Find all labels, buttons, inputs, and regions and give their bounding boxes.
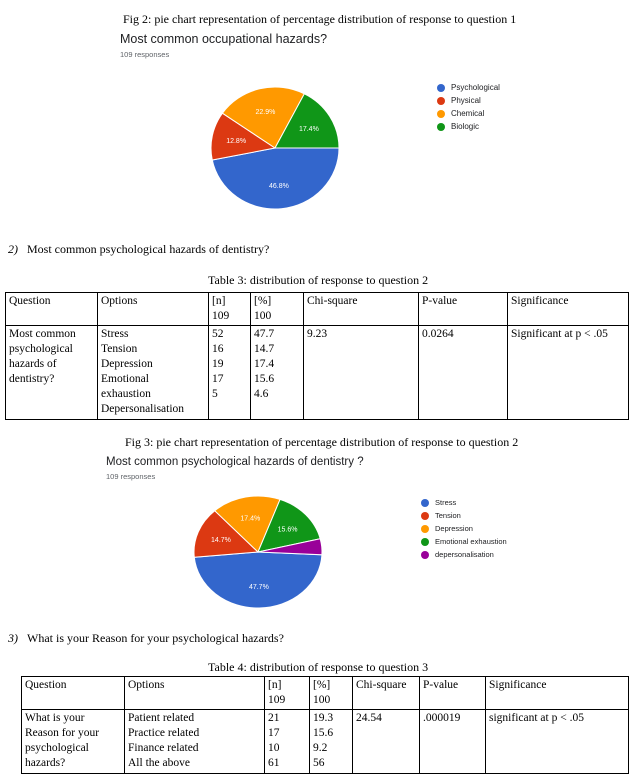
table4-header-p: P-value: [420, 677, 486, 710]
table3-pct-cell: [251, 326, 304, 420]
fig2-legend-swatch: [437, 97, 445, 105]
table3-n-value: 17: [212, 373, 224, 385]
table3-n-value: 5: [212, 388, 218, 400]
table4-question-line: psychological: [25, 742, 89, 754]
fig2-pie-chart: [205, 80, 355, 215]
table4-n-value: 21: [268, 712, 280, 724]
fig3-title: Most common psychological hazards of dentistry ?: [106, 456, 364, 468]
fig3-legend-swatch: [421, 525, 429, 533]
fig3-legend-label: Emotional exhaustion: [435, 537, 507, 546]
fig2-legend-label: Psychological: [451, 83, 500, 92]
table3-question-line: hazards of: [9, 358, 57, 370]
table3-header-question: Question: [6, 293, 98, 326]
fig3-legend-label: depersonalisation: [435, 550, 494, 559]
table3-option: Tension: [101, 343, 138, 355]
fig3-legend-label: Stress: [435, 498, 457, 507]
fig2-legend-swatch: [437, 123, 445, 131]
fig3-legend: [421, 496, 507, 561]
table3-option: exhaustion: [101, 388, 151, 400]
table3-header-n-total: 109: [212, 310, 230, 322]
fig2-legend: [437, 81, 500, 133]
table4-caption: Table 4: distribution of response to question 3: [208, 660, 429, 674]
table3-row: [6, 326, 629, 420]
question-2-number: 2): [8, 242, 18, 256]
fig2-legend-swatch: [437, 84, 445, 92]
fig3-pie-chart: [190, 492, 340, 612]
fig2-slice-psychological: [212, 148, 339, 209]
fig3-legend-item: [421, 522, 507, 535]
table3-pct-value: 17.4: [254, 358, 275, 370]
table3-pct-value: 15.6: [254, 373, 275, 385]
table3-question-line: Most common: [9, 328, 76, 340]
fig2-caption: Fig 2: pie chart representation of percentage distribution of response to question 1: [123, 12, 517, 26]
fig2-slice-label: 46.8%: [268, 183, 289, 191]
table3-option: Depersonalisation: [101, 403, 185, 415]
table4-option: Patient related: [128, 712, 195, 724]
fig3-caption: Fig 3: pie chart representation of percentage distribution of response to question 2: [125, 435, 519, 449]
fig2-responses: 109 responses: [120, 50, 170, 59]
fig2-legend-item: [437, 120, 500, 133]
question-3-number: 3): [8, 631, 18, 645]
fig3-legend-item: [421, 496, 507, 509]
fig2-legend-item: [437, 107, 500, 120]
fig3-legend-label: Depression: [435, 524, 473, 533]
table4-header-pct-label: [%]: [313, 679, 331, 691]
table4-header-question: Question: [22, 677, 125, 710]
fig2-slice-label: 22.9%: [255, 108, 276, 116]
table4: [21, 676, 629, 774]
fig2-title: Most common occupational hazards?: [120, 32, 328, 46]
table4-n-value: 17: [268, 727, 280, 739]
table4-n-value: 10: [268, 742, 280, 754]
table3-n-value: 19: [212, 358, 224, 370]
fig2-legend-swatch: [437, 110, 445, 118]
table4-p-value: .000019: [420, 710, 486, 774]
table3-header-pct: [251, 293, 304, 326]
table4-header-options: Options: [125, 677, 265, 710]
fig3-legend-item: [421, 535, 507, 548]
decorative-circle: [0, 0, 74, 10]
table4-header-pct: [310, 677, 353, 710]
table3-header-sig: Significance: [508, 293, 629, 326]
table3-pct-value: 47.7: [254, 328, 275, 340]
table4-pct-value: 19.3: [313, 712, 334, 724]
fig2-legend-label: Physical: [451, 96, 481, 105]
table3-pct-value: 4.6: [254, 388, 269, 400]
fig3-legend-swatch: [421, 538, 429, 546]
fig3-slice-label: 15.6%: [277, 526, 298, 534]
table4-row: [22, 710, 629, 774]
table4-question-line: hazards?: [25, 757, 66, 769]
fig3-legend-swatch: [421, 499, 429, 507]
table3-n-value: 52: [212, 328, 224, 340]
table3-option: Depression: [101, 358, 153, 370]
table4-pct-value: 56: [313, 757, 325, 769]
question-2: [8, 242, 269, 257]
table4-question-line: What is your: [25, 712, 85, 724]
table4-header-n-label: [n]: [268, 679, 282, 691]
table3-header-n-label: [n]: [212, 295, 226, 307]
table4-option: Practice related: [128, 727, 200, 739]
fig2-legend-label: Chemical: [451, 109, 485, 118]
table3-header-pct-label: [%]: [254, 295, 272, 307]
table4-question-line: Reason for your: [25, 727, 100, 739]
table4-header-sig: Significance: [486, 677, 629, 710]
fig3-slice-stress: [194, 552, 322, 608]
table3-header-options: Options: [98, 293, 209, 326]
fig2-slice-label: 17.4%: [298, 125, 319, 133]
table3-options-cell: [98, 326, 209, 420]
table4-option: All the above: [128, 757, 190, 769]
table3-header-p: P-value: [419, 293, 508, 326]
fig2-legend-item: [437, 81, 500, 94]
table4-chi-value: 24.54: [353, 710, 420, 774]
table3-question-line: dentistry?: [9, 373, 55, 385]
fig3-legend-swatch: [421, 551, 429, 559]
fig2-legend-item: [437, 94, 500, 107]
table3-header-chi: Chi-square: [304, 293, 419, 326]
table4-header-n: [265, 677, 310, 710]
table4-options-cell: [125, 710, 265, 774]
table3-n-cell: [209, 326, 251, 420]
table3-pct-value: 14.7: [254, 343, 275, 355]
fig3-legend-item: [421, 509, 507, 522]
fig2-slice-label: 12.8%: [226, 137, 247, 145]
table3-chi-value: 9.23: [304, 326, 419, 420]
table3-header-n: [209, 293, 251, 326]
fig3-responses: 109 responses: [106, 472, 156, 481]
fig3-slice-label: 14.7%: [211, 537, 231, 545]
table4-pct-cell: [310, 710, 353, 774]
table3-question-cell: [6, 326, 98, 420]
table4-pct-value: 9.2: [313, 742, 328, 754]
table3-caption: Table 3: distribution of response to question 2: [208, 273, 429, 287]
table3: [5, 292, 629, 420]
table4-option: Finance related: [128, 742, 199, 754]
table3-question-line: psychological: [9, 343, 73, 355]
table4-n-value: 61: [268, 757, 280, 769]
table3-header-pct-total: 100: [254, 310, 272, 322]
fig3-slice-label: 17.4%: [240, 515, 261, 523]
fig3-legend-swatch: [421, 512, 429, 520]
question-2-text: Most common psychological hazards of dentistry?: [27, 242, 270, 256]
table4-header-n-total: 109: [268, 694, 286, 706]
question-3: [8, 631, 284, 646]
table3-sig-value: Significant at p < .05: [508, 326, 629, 420]
table4-pct-value: 15.6: [313, 727, 334, 739]
table3-p-value: 0.0264: [419, 326, 508, 420]
fig3-legend-item: [421, 548, 507, 561]
table3-n-value: 16: [212, 343, 224, 355]
question-3-text: What is your Reason for your psychological hazards?: [27, 631, 284, 645]
table4-sig-value: significant at p < .05: [486, 710, 629, 774]
table4-header-pct-total: 100: [313, 694, 331, 706]
table3-option: Stress: [101, 328, 129, 340]
table4-header-chi: Chi-square: [353, 677, 420, 710]
table4-question-cell: [22, 710, 125, 774]
fig3-slice-label: 47.7%: [248, 584, 269, 592]
fig2-legend-label: Biologic: [451, 122, 480, 131]
table3-option: Emotional: [101, 373, 149, 385]
fig3-legend-label: Tension: [435, 511, 461, 520]
table4-n-cell: [265, 710, 310, 774]
